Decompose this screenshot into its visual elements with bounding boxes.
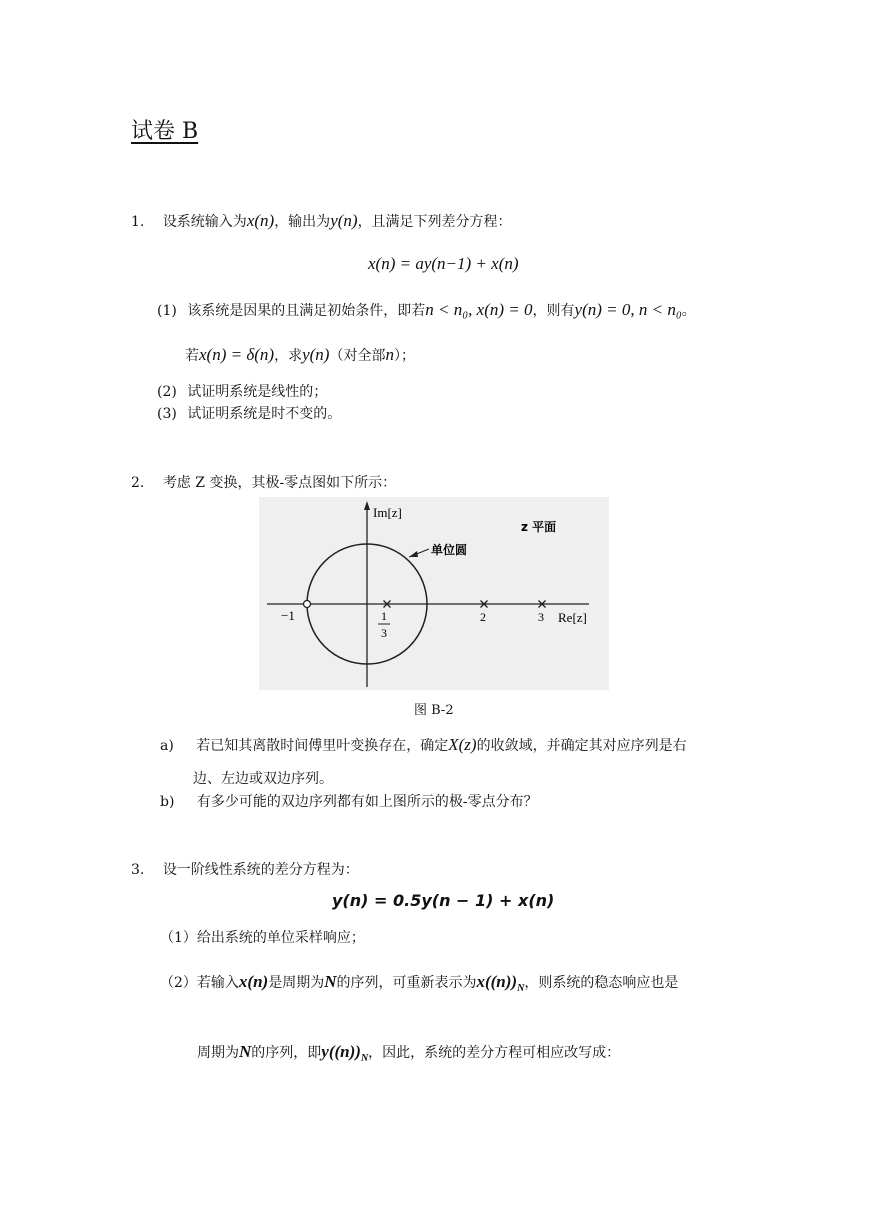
tick-frac-den: 3	[381, 626, 387, 640]
q3-part2	[160, 972, 678, 994]
q3-p2-xp: x((n))	[476, 972, 518, 991]
q3-part1: （1）给出系统的单位采样响应；	[160, 930, 365, 946]
q1-part1b-math: x(n) = δ(n)	[199, 345, 275, 364]
q2-part-a-cont: 边、左边或双边序列。	[193, 771, 333, 787]
q3-p2-d: ，则系统的稳态响应也是	[524, 975, 679, 991]
q1-equation: x(n) = ay(n−1) + x(n)	[368, 254, 519, 273]
tick-frac-num: 1	[381, 609, 387, 623]
q1-intro-a: 设系统输入为	[162, 214, 247, 230]
q1-part1-end: 。	[681, 303, 696, 319]
q2-b-text: 有多少可能的双边序列都有如上图所示的极-零点分布？	[196, 794, 538, 810]
unit-circle-label: 单位圆	[431, 543, 468, 557]
q1-part1-math1: n < n₀, x(n) = 0	[425, 300, 533, 319]
q2-number: 2.	[131, 475, 145, 491]
q1-part1	[157, 300, 696, 320]
q1-part3-label: (3)	[157, 406, 177, 422]
q1-number: 1.	[131, 214, 145, 230]
q1-part2-text: 试证明系统是线性的；	[187, 384, 328, 400]
q2-intro	[131, 472, 396, 492]
q3-p3-sub: N	[360, 1052, 369, 1064]
q1-part1-cont	[185, 345, 415, 365]
q1-part1-text: 该系统是因果的且满足初始条件，即若	[187, 303, 426, 319]
q1-part1-text2: ，则有	[532, 303, 575, 319]
q3-p2-x: x(n)	[238, 972, 269, 991]
q3-p2-c: 的序列，可重新表示为	[336, 975, 477, 991]
q1-part2	[157, 381, 327, 401]
q1-part1-label: (1)	[157, 303, 177, 319]
q3-p3-c: ，因此，系统的差分方程可相应改写成：	[368, 1045, 621, 1061]
q2-a-label: a)	[160, 738, 174, 754]
q1-part1b-text4: ）；	[393, 348, 415, 364]
q1-part1b-text3: （对全部	[329, 348, 386, 364]
q3-intro	[131, 859, 359, 879]
q1-part3	[157, 403, 341, 423]
q3-p2-a: （2）若输入	[160, 975, 239, 991]
q1-part1b-math2: y(n)	[302, 345, 330, 364]
q3-p3-yp: y((n))	[321, 1042, 361, 1061]
figure-caption: 图 B-2	[414, 703, 454, 718]
q2-part-a	[160, 735, 687, 755]
q3-number: 3.	[131, 862, 145, 878]
q3-p2-n: N	[324, 972, 337, 991]
q1-yn: y(n)	[330, 211, 358, 230]
q3-equation: y(n) = 0.5y(n − 1) + x(n)	[332, 891, 555, 910]
tick-2: 2	[480, 610, 486, 624]
im-axis-label: Im[z]	[373, 505, 402, 520]
q1-part1b-math3: n	[385, 345, 394, 364]
q3-p2-b: 是周期为	[268, 975, 325, 991]
zero-marker	[304, 601, 311, 608]
q3-text: 设一阶线性系统的差分方程为：	[162, 862, 359, 878]
q1-intro	[131, 211, 512, 231]
q2-a-text: 若已知其离散时间傅里叶变换存在，确定	[196, 738, 449, 754]
q1-part1b-text: 若	[185, 348, 199, 364]
q1-intro-c: ，且满足下列差分方程：	[357, 214, 512, 230]
page-title: 试卷 B	[131, 119, 199, 144]
q1-part2-label: (2)	[157, 384, 177, 400]
q3-p3-a: 周期为	[197, 1045, 239, 1061]
q1-part1b-text2: ，求	[274, 348, 303, 364]
tick-3: 3	[538, 610, 544, 624]
q2-text: 考虑 Z 变换，其极-零点图如下所示：	[162, 475, 397, 491]
q2-a-text2: 的收敛域，并确定其对应序列是右	[476, 738, 687, 754]
q1-part1-math2: y(n) = 0, n < n₀	[574, 300, 682, 319]
q3-part2-cont	[197, 1042, 620, 1064]
tick-neg1: −1	[281, 608, 295, 623]
z-plane-label: z 平面	[521, 520, 557, 534]
q3-p3-n: N	[239, 1042, 252, 1061]
q1-intro-b: ，输出为	[274, 214, 331, 230]
pole-zero-figure	[259, 497, 609, 690]
q2-part-b	[160, 791, 538, 811]
q1-xn: x(n)	[246, 211, 275, 230]
q2-b-label: b)	[160, 794, 175, 810]
figure-background	[259, 497, 609, 690]
q1-part3-text: 试证明系统是时不变的。	[187, 406, 342, 422]
q3-p2-sub: N	[517, 982, 525, 994]
re-axis-label: Re[z]	[558, 610, 587, 625]
q2-a-math: X(z)	[448, 735, 477, 754]
q3-p3-b: 的序列，即	[251, 1045, 322, 1061]
